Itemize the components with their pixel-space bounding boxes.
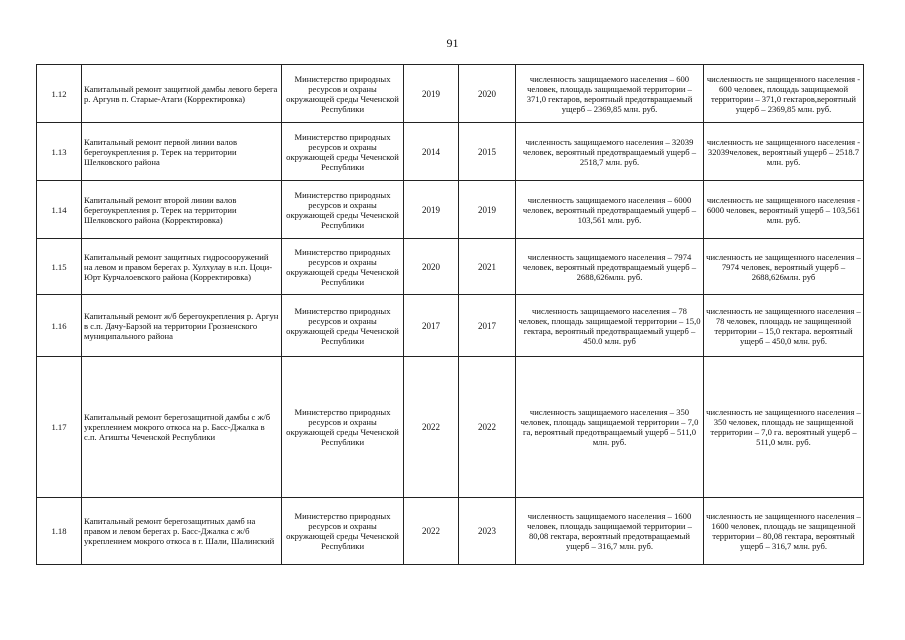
project-name: Капитальный ремонт защитных гидросооружений на левом и правом берегах р. Хулхулау в н.п. Цоци-Юрт Курчалоевского района (Корректировка) — [82, 239, 282, 295]
row-number: 1.18 — [37, 498, 82, 565]
unprotected-population: численность не защищенного населения - 6000 человек, вероятный ущерб – 103,561 млн. руб. — [704, 181, 864, 239]
project-table — [36, 64, 864, 565]
table-row — [37, 357, 864, 498]
row-number: 1.13 — [37, 123, 82, 181]
start-year: 2017 — [404, 295, 459, 357]
start-year: 2022 — [404, 357, 459, 498]
unprotected-population: численность не защищенного населения – 78 человек, площадь не защищенной территории – 15,0 гектара. вероятный ущерб – 450,0 млн. руб. — [704, 295, 864, 357]
protected-population: численность защищаемого населения – 32039 человек, вероятный предотвращаемый ущерб – 2518,7 млн. руб. — [516, 123, 704, 181]
page-number: 91 — [446, 36, 459, 50]
unprotected-population: численность не защищенного населения – 1600 человек, площадь не защищенной территории – 80,08 гектара, вероятный ущерб – 316,7 млн. руб. — [704, 498, 864, 565]
protected-population: численность защищаемого населения – 7974 человек, вероятный предотвращаемый ущерб – 2688,626млн. руб. — [516, 239, 704, 295]
protected-population: численность защищаемого населения – 600 человек, площадь защищаемой территории – 371,0 гектаров, вероятный предотвращаемый ущерб – 2369,85 млн. руб. — [516, 65, 704, 123]
start-year: 2020 — [404, 239, 459, 295]
start-year: 2022 — [404, 498, 459, 565]
end-year: 2023 — [459, 498, 516, 565]
row-number: 1.12 — [37, 65, 82, 123]
unprotected-population: численность не защищенного населения – 350 человек, площадь не защищенной территории – 7,0 га. вероятный ущерб – 511,0 млн. руб. — [704, 357, 864, 498]
table-row — [37, 239, 864, 295]
row-number: 1.14 — [37, 181, 82, 239]
project-name: Капитальный ремонт второй линии валов берегоукрепления р. Терек на территории Шелковского района (Корректировка) — [82, 181, 282, 239]
protected-population: численность защищаемого населения – 350 человек, площадь защищаемой территории – 7,0 га, вероятный предотвращаемый ущерб – 511,0 млн. руб. — [516, 357, 704, 498]
table-row — [37, 498, 864, 565]
responsible-org: Министерство природных ресурсов и охраны окружающей среды Чеченской Республики — [282, 239, 404, 295]
table-row — [37, 123, 864, 181]
row-number: 1.17 — [37, 357, 82, 498]
table-row — [37, 65, 864, 123]
unprotected-population: численность не защищенного населения - 32039человек, вероятный ущерб – 2518.7 млн. руб. — [704, 123, 864, 181]
table-row — [37, 181, 864, 239]
row-number: 1.15 — [37, 239, 82, 295]
unprotected-population: численность не защищенного населения - 600 человек, площадь защищаемой территории – 371,0 гектаров,вероятный ущерб – 2369,85 млн. руб. — [704, 65, 864, 123]
end-year: 2017 — [459, 295, 516, 357]
project-name: Капитальный ремонт первой линии валов берегоукрепления р. Терек на территории Шелковского района — [82, 123, 282, 181]
project-name: Капитальный ремонт берегозащитных дамб на правом и левом берегах р. Басс-Джалка с ж/б укреплением мокрого откоса в г. Шали, Шалинский — [82, 498, 282, 565]
end-year: 2021 — [459, 239, 516, 295]
start-year: 2014 — [404, 123, 459, 181]
responsible-org: Министерство природных ресурсов и охраны окружающей среды Чеченской Республики — [282, 123, 404, 181]
unprotected-population: численность не защищенного населения – 7974 человек, вероятный ущерб –2688,626млн. руб — [704, 239, 864, 295]
protected-population: численность защищаемого населения – 1600 человек, площадь защищаемой территории – 80,08 гектара, вероятный предотвращаемый ущерб – 316,7 млн. руб. — [516, 498, 704, 565]
protected-population: численность защищаемого населения – 78 человек, площадь защищаемой территории – 15,0 гектара, вероятный предотвращаемый ущерб – 450.0 млн. руб — [516, 295, 704, 357]
table-row — [37, 295, 864, 357]
responsible-org: Министерство природных ресурсов и охраны окружающей среды Чеченской Республики — [282, 357, 404, 498]
project-name: Капитальный ремонт ж/б берегоукрепления р. Аргун в с.п. Дачу-Барзой на территории Грозненского муниципального района — [82, 295, 282, 357]
end-year: 2015 — [459, 123, 516, 181]
project-name: Капитальный ремонт защитной дамбы левого берега р. Аргунв п. Старые-Атаги (Корректировка) — [82, 65, 282, 123]
end-year: 2020 — [459, 65, 516, 123]
start-year: 2019 — [404, 181, 459, 239]
protected-population: численность защищаемого населения – 6000 человек, вероятный предотвращаемый ущерб – 103,561 млн. руб. — [516, 181, 704, 239]
end-year: 2022 — [459, 357, 516, 498]
responsible-org: Министерство природных ресурсов и охраны окружающей среды Чеченской Республики — [282, 65, 404, 123]
project-name: Капитальный ремонт берегозащитной дамбы с ж/б укреплением мокрого откоса на р. Басс-Джалка в с.п. Агишты Чеченской Республики — [82, 357, 282, 498]
responsible-org: Министерство природных ресурсов и охраны окружающей среды Чеченской Республики — [282, 295, 404, 357]
responsible-org: Министерство природных ресурсов и охраны окружающей среды Чеченской Республики — [282, 181, 404, 239]
start-year: 2019 — [404, 65, 459, 123]
responsible-org: Министерство природных ресурсов и охраны окружающей среды Чеченской Республики — [282, 498, 404, 565]
end-year: 2019 — [459, 181, 516, 239]
row-number: 1.16 — [37, 295, 82, 357]
